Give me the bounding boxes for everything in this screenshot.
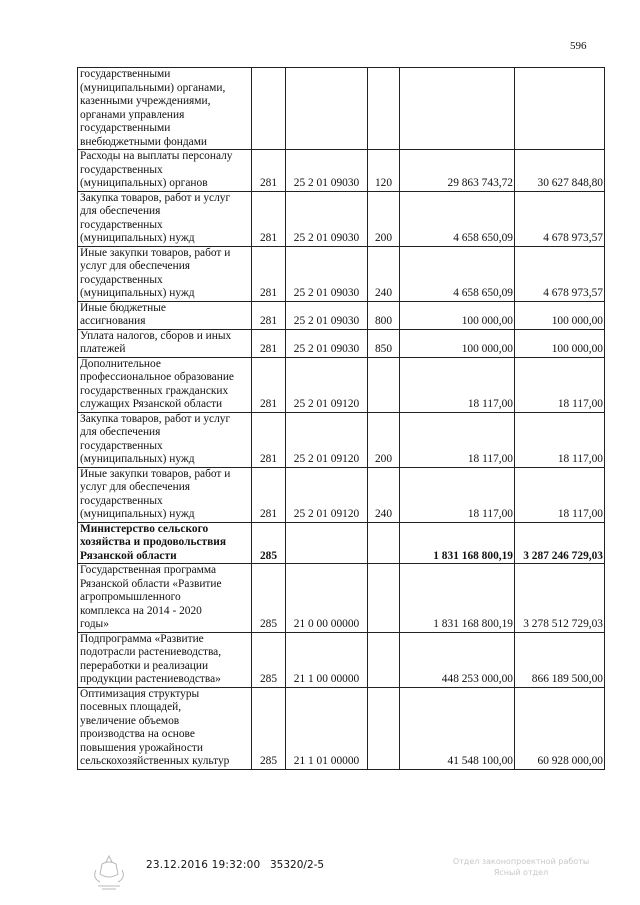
row-csr-code: 25 2 01 09030	[286, 301, 368, 329]
row-amount-year2: 30 627 848,80	[515, 150, 605, 192]
row-ved-code: 285	[252, 522, 286, 564]
row-name: Министерство сельского хозяйства и продовольствия Рязанской области	[78, 522, 252, 564]
table-row	[78, 467, 605, 522]
row-amount-year2: 18 117,00	[515, 357, 605, 412]
row-csr-code	[286, 522, 368, 564]
row-csr-code: 21 1 01 00000	[286, 687, 368, 769]
row-vr-code	[368, 632, 400, 687]
row-ved-code	[252, 68, 286, 150]
row-amount-year2: 18 117,00	[515, 467, 605, 522]
row-ved-code: 281	[252, 301, 286, 329]
row-ved-code: 281	[252, 246, 286, 301]
row-vr-code: 120	[368, 150, 400, 192]
page-number: 596	[570, 40, 587, 52]
row-vr-code	[368, 564, 400, 633]
row-ved-code: 285	[252, 632, 286, 687]
row-amount-year2: 100 000,00	[515, 329, 605, 357]
row-vr-code: 850	[368, 329, 400, 357]
row-amount-year2: 18 117,00	[515, 412, 605, 467]
table-row	[78, 68, 605, 150]
row-name: Подпрограмма «Развитие подотрасли растениеводства, переработки и реализации продукции растениеводства»	[78, 632, 252, 687]
row-csr-code: 25 2 01 09030	[286, 246, 368, 301]
row-vr-code: 240	[368, 467, 400, 522]
budget-table	[77, 67, 605, 770]
row-amount-year1: 18 117,00	[400, 412, 515, 467]
row-csr-code: 25 2 01 09030	[286, 191, 368, 246]
row-ved-code: 281	[252, 467, 286, 522]
row-name: Государственная программа Рязанской области «Развитие агропромышленного комплекса на 2014 - 2020 годы»	[78, 564, 252, 633]
table-row	[78, 687, 605, 769]
row-amount-year1: 18 117,00	[400, 467, 515, 522]
row-vr-code: 800	[368, 301, 400, 329]
row-name: Расходы на выплаты персоналу государственных (муниципальных) органов	[78, 150, 252, 192]
table-row	[78, 564, 605, 633]
row-vr-code: 200	[368, 191, 400, 246]
row-csr-code: 25 2 01 09030	[286, 329, 368, 357]
row-amount-year1: 41 548 100,00	[400, 687, 515, 769]
table-row	[78, 357, 605, 412]
row-csr-code: 25 2 01 09120	[286, 357, 368, 412]
row-vr-code	[368, 357, 400, 412]
row-ved-code: 281	[252, 150, 286, 192]
row-vr-code	[368, 522, 400, 564]
row-csr-code: 21 0 00 00000	[286, 564, 368, 633]
row-name: Иные закупки товаров, работ и услуг для обеспечения государственных (муниципальных) нужд	[78, 246, 252, 301]
table-row	[78, 632, 605, 687]
row-name: государственными (муниципальными) органами, казенными учреждениями, органами управления государственными внебюджетными фондами	[78, 68, 252, 150]
row-vr-code	[368, 68, 400, 150]
row-name: Иные бюджетные ассигнования	[78, 301, 252, 329]
row-csr-code: 25 2 01 09120	[286, 467, 368, 522]
row-vr-code	[368, 687, 400, 769]
row-ved-code: 281	[252, 329, 286, 357]
table-row	[78, 329, 605, 357]
row-name: Закупка товаров, работ и услуг для обеспечения государственных (муниципальных) нужд	[78, 191, 252, 246]
footer-watermark: Отдел законопроектной работы Ясный отдел	[452, 857, 590, 877]
row-amount-year2: 3 287 246 729,03	[515, 522, 605, 564]
row-name: Уплата налогов, сборов и иных платежей	[78, 329, 252, 357]
table-row	[78, 246, 605, 301]
row-amount-year1: 100 000,00	[400, 301, 515, 329]
table-row	[78, 191, 605, 246]
row-name: Иные закупки товаров, работ и услуг для обеспечения государственных (муниципальных) нужд	[78, 467, 252, 522]
row-ved-code: 285	[252, 687, 286, 769]
row-name: Дополнительное профессиональное образование государственных гражданских служащих Рязанской области	[78, 357, 252, 412]
row-amount-year1	[400, 68, 515, 150]
footer-emblem-icon	[88, 852, 130, 892]
row-csr-code: 25 2 01 09120	[286, 412, 368, 467]
row-name: Оптимизация структуры посевных площадей, увеличение объемов производства на основе повышения урожайности сельскохозяйственных культур	[78, 687, 252, 769]
row-amount-year2: 60 928 000,00	[515, 687, 605, 769]
row-csr-code: 21 1 00 00000	[286, 632, 368, 687]
table-row	[78, 412, 605, 467]
row-amount-year2: 4 678 973,57	[515, 246, 605, 301]
table-row	[78, 301, 605, 329]
row-amount-year1: 100 000,00	[400, 329, 515, 357]
row-amount-year1: 1 831 168 800,19	[400, 564, 515, 633]
row-vr-code: 200	[368, 412, 400, 467]
row-ved-code: 281	[252, 357, 286, 412]
footer-date: 23.12.2016 19:32:00	[146, 859, 261, 871]
row-ved-code: 281	[252, 412, 286, 467]
table-row	[78, 150, 605, 192]
row-amount-year1: 448 253 000,00	[400, 632, 515, 687]
table-row	[78, 522, 605, 564]
row-amount-year1: 29 863 743,72	[400, 150, 515, 192]
row-amount-year1: 4 658 650,09	[400, 246, 515, 301]
row-amount-year1: 1 831 168 800,19	[400, 522, 515, 564]
row-amount-year2	[515, 68, 605, 150]
row-name: Закупка товаров, работ и услуг для обеспечения государственных (муниципальных) нужд	[78, 412, 252, 467]
row-ved-code: 281	[252, 191, 286, 246]
row-amount-year2: 3 278 512 729,03	[515, 564, 605, 633]
row-amount-year1: 4 658 650,09	[400, 191, 515, 246]
row-vr-code: 240	[368, 246, 400, 301]
row-ved-code: 285	[252, 564, 286, 633]
row-csr-code	[286, 68, 368, 150]
row-amount-year2: 866 189 500,00	[515, 632, 605, 687]
row-amount-year2: 4 678 973,57	[515, 191, 605, 246]
row-amount-year2: 100 000,00	[515, 301, 605, 329]
footer-doc-number: 35320/2-5	[270, 859, 325, 871]
row-amount-year1: 18 117,00	[400, 357, 515, 412]
row-csr-code: 25 2 01 09030	[286, 150, 368, 192]
